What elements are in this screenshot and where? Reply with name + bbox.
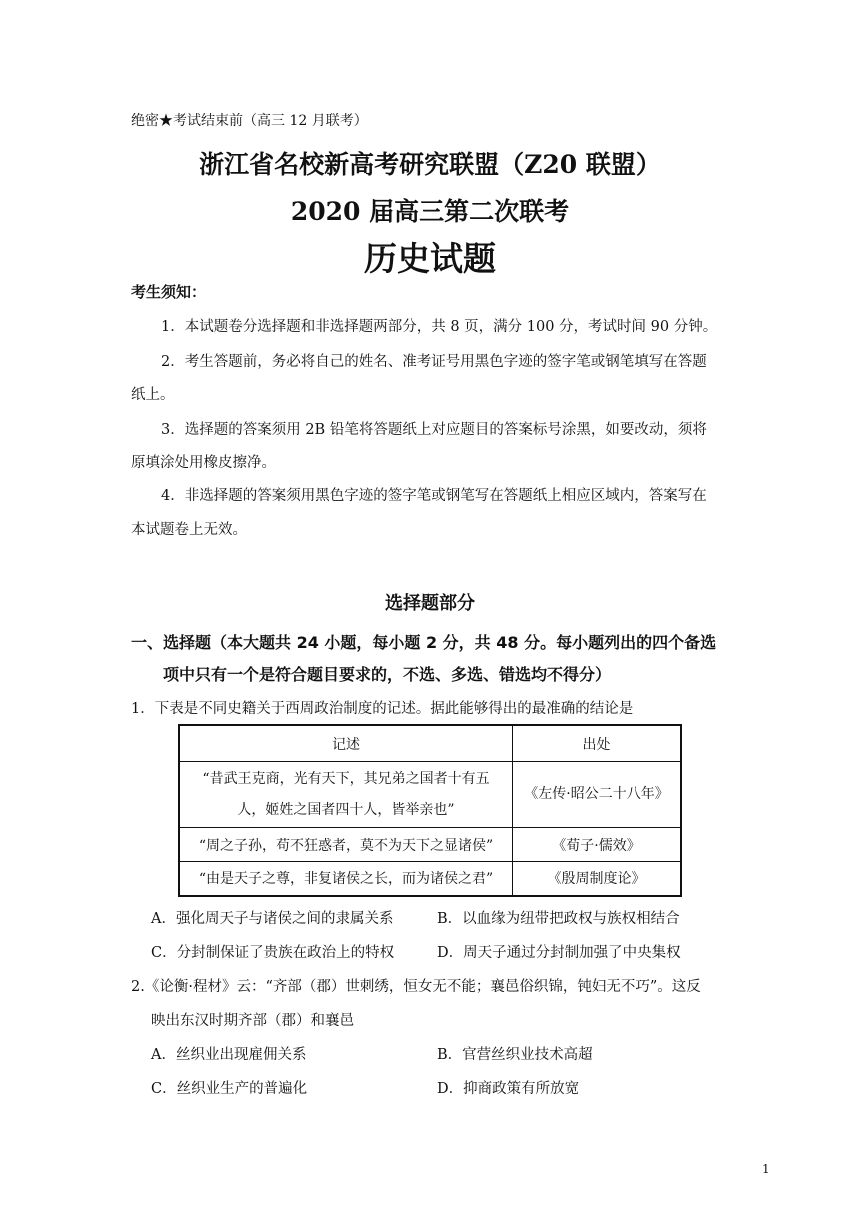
question-1-option-d: D．周天子通过分封制加强了中央集权: [437, 945, 681, 961]
question-2-stem-line2: 映出东汉时期齐部（郡）和襄邑: [151, 1013, 354, 1029]
table-cell-source: 《左传·昭公二十八年》: [513, 762, 682, 828]
question-1-stem: 1．下表是不同史籍关于西周政治制度的记述。据此能够得出的最准确的结论是: [131, 701, 634, 717]
table-cell-record: “周之子孙，苟不狂惑者，莫不为天下之显诸侯”: [179, 828, 513, 862]
section-title: 选择题部分: [385, 593, 475, 614]
notice-item-4-line2: 本试题卷上无效。: [131, 522, 247, 538]
notice-item-1: 1．本试题卷分选择题和非选择题两部分，共 8 页，满分 100 分，考试时间 90 分钟。: [161, 319, 718, 335]
question-2-option-a: A．丝织业出现雇佣关系: [151, 1047, 307, 1063]
confidential-label: 绝密★考试结束前（高三 12 月联考）: [131, 113, 368, 129]
table-cell-record: [179, 762, 513, 828]
question-2-stem-line1: 2.《论衡·程材》云：“齐部（郡）世刺绣，恒女无不能；襄邑俗织锦，钝妇无不巧”。这反: [131, 979, 701, 995]
record-line: “昔武王克商，光有天下，其兄弟之国者十有五: [202, 770, 490, 787]
question-1-option-b: B．以血缘为纽带把政权与族权相结合: [437, 911, 680, 927]
exam-title-session: 2020 届高三第二次联考: [290, 197, 570, 226]
record-line: 人，姬姓之国者四十人，皆举亲也”: [237, 801, 455, 818]
question-2-option-d: D．抑商政策有所放宽: [437, 1081, 580, 1097]
notice-item-2-line2: 纸上。: [131, 387, 175, 403]
question-1-option-a: A．强化周天子与诸侯之间的隶属关系: [151, 911, 394, 927]
question-1-option-c: C．分封制保证了贵族在政治上的特权: [151, 945, 395, 961]
table-header-row: [179, 725, 681, 762]
notice-heading: 考生须知：: [131, 283, 207, 301]
notice-item-4-line1: 4．非选择题的答案须用黑色字迹的签字笔或钢笔写在答题纸上相应区域内，答案写在: [161, 488, 707, 504]
part1-heading-line2: 项中只有一个是符合题目要求的，不选、多选、错选均不得分）: [163, 665, 612, 684]
table-cell-source: 《殷周制度论》: [513, 862, 682, 896]
exam-title-subject: 历史试题: [364, 239, 496, 278]
page-number: 1: [762, 1162, 770, 1176]
table-cell-record: “由是天子之尊，非复诸侯之长，而为诸侯之君”: [179, 862, 513, 896]
table-row: [179, 828, 681, 862]
notice-item-2-line1: 2．考生答题前，务必将自己的姓名、准考证号用黑色字迹的签字笔或钢笔填写在答题: [161, 354, 707, 370]
exam-title-organization: 浙江省名校新高考研究联盟（Z20 联盟）: [199, 150, 661, 179]
table-row: [179, 862, 681, 896]
table-cell-source: 《荀子·儒效》: [513, 828, 682, 862]
notice-item-3-line1: 3．选择题的答案须用 2B 铅笔将答题纸上对应题目的答案标号涂黑，如要改动，须将: [161, 422, 707, 438]
table-header-source: 出处: [513, 725, 682, 762]
question-1-table: [178, 724, 682, 897]
question-2-option-b: B．官营丝织业技术高超: [437, 1047, 593, 1063]
part1-heading-line1: 一、选择题（本大题共 24 小题，每小题 2 分，共 48 分。每小题列出的四个备选: [131, 633, 717, 652]
question-2-option-c: C．丝织业生产的普遍化: [151, 1081, 308, 1097]
table-header-record: 记述: [179, 725, 513, 762]
notice-item-3-line2: 原填涂处用橡皮擦净。: [131, 455, 276, 471]
table-row: [179, 762, 681, 828]
